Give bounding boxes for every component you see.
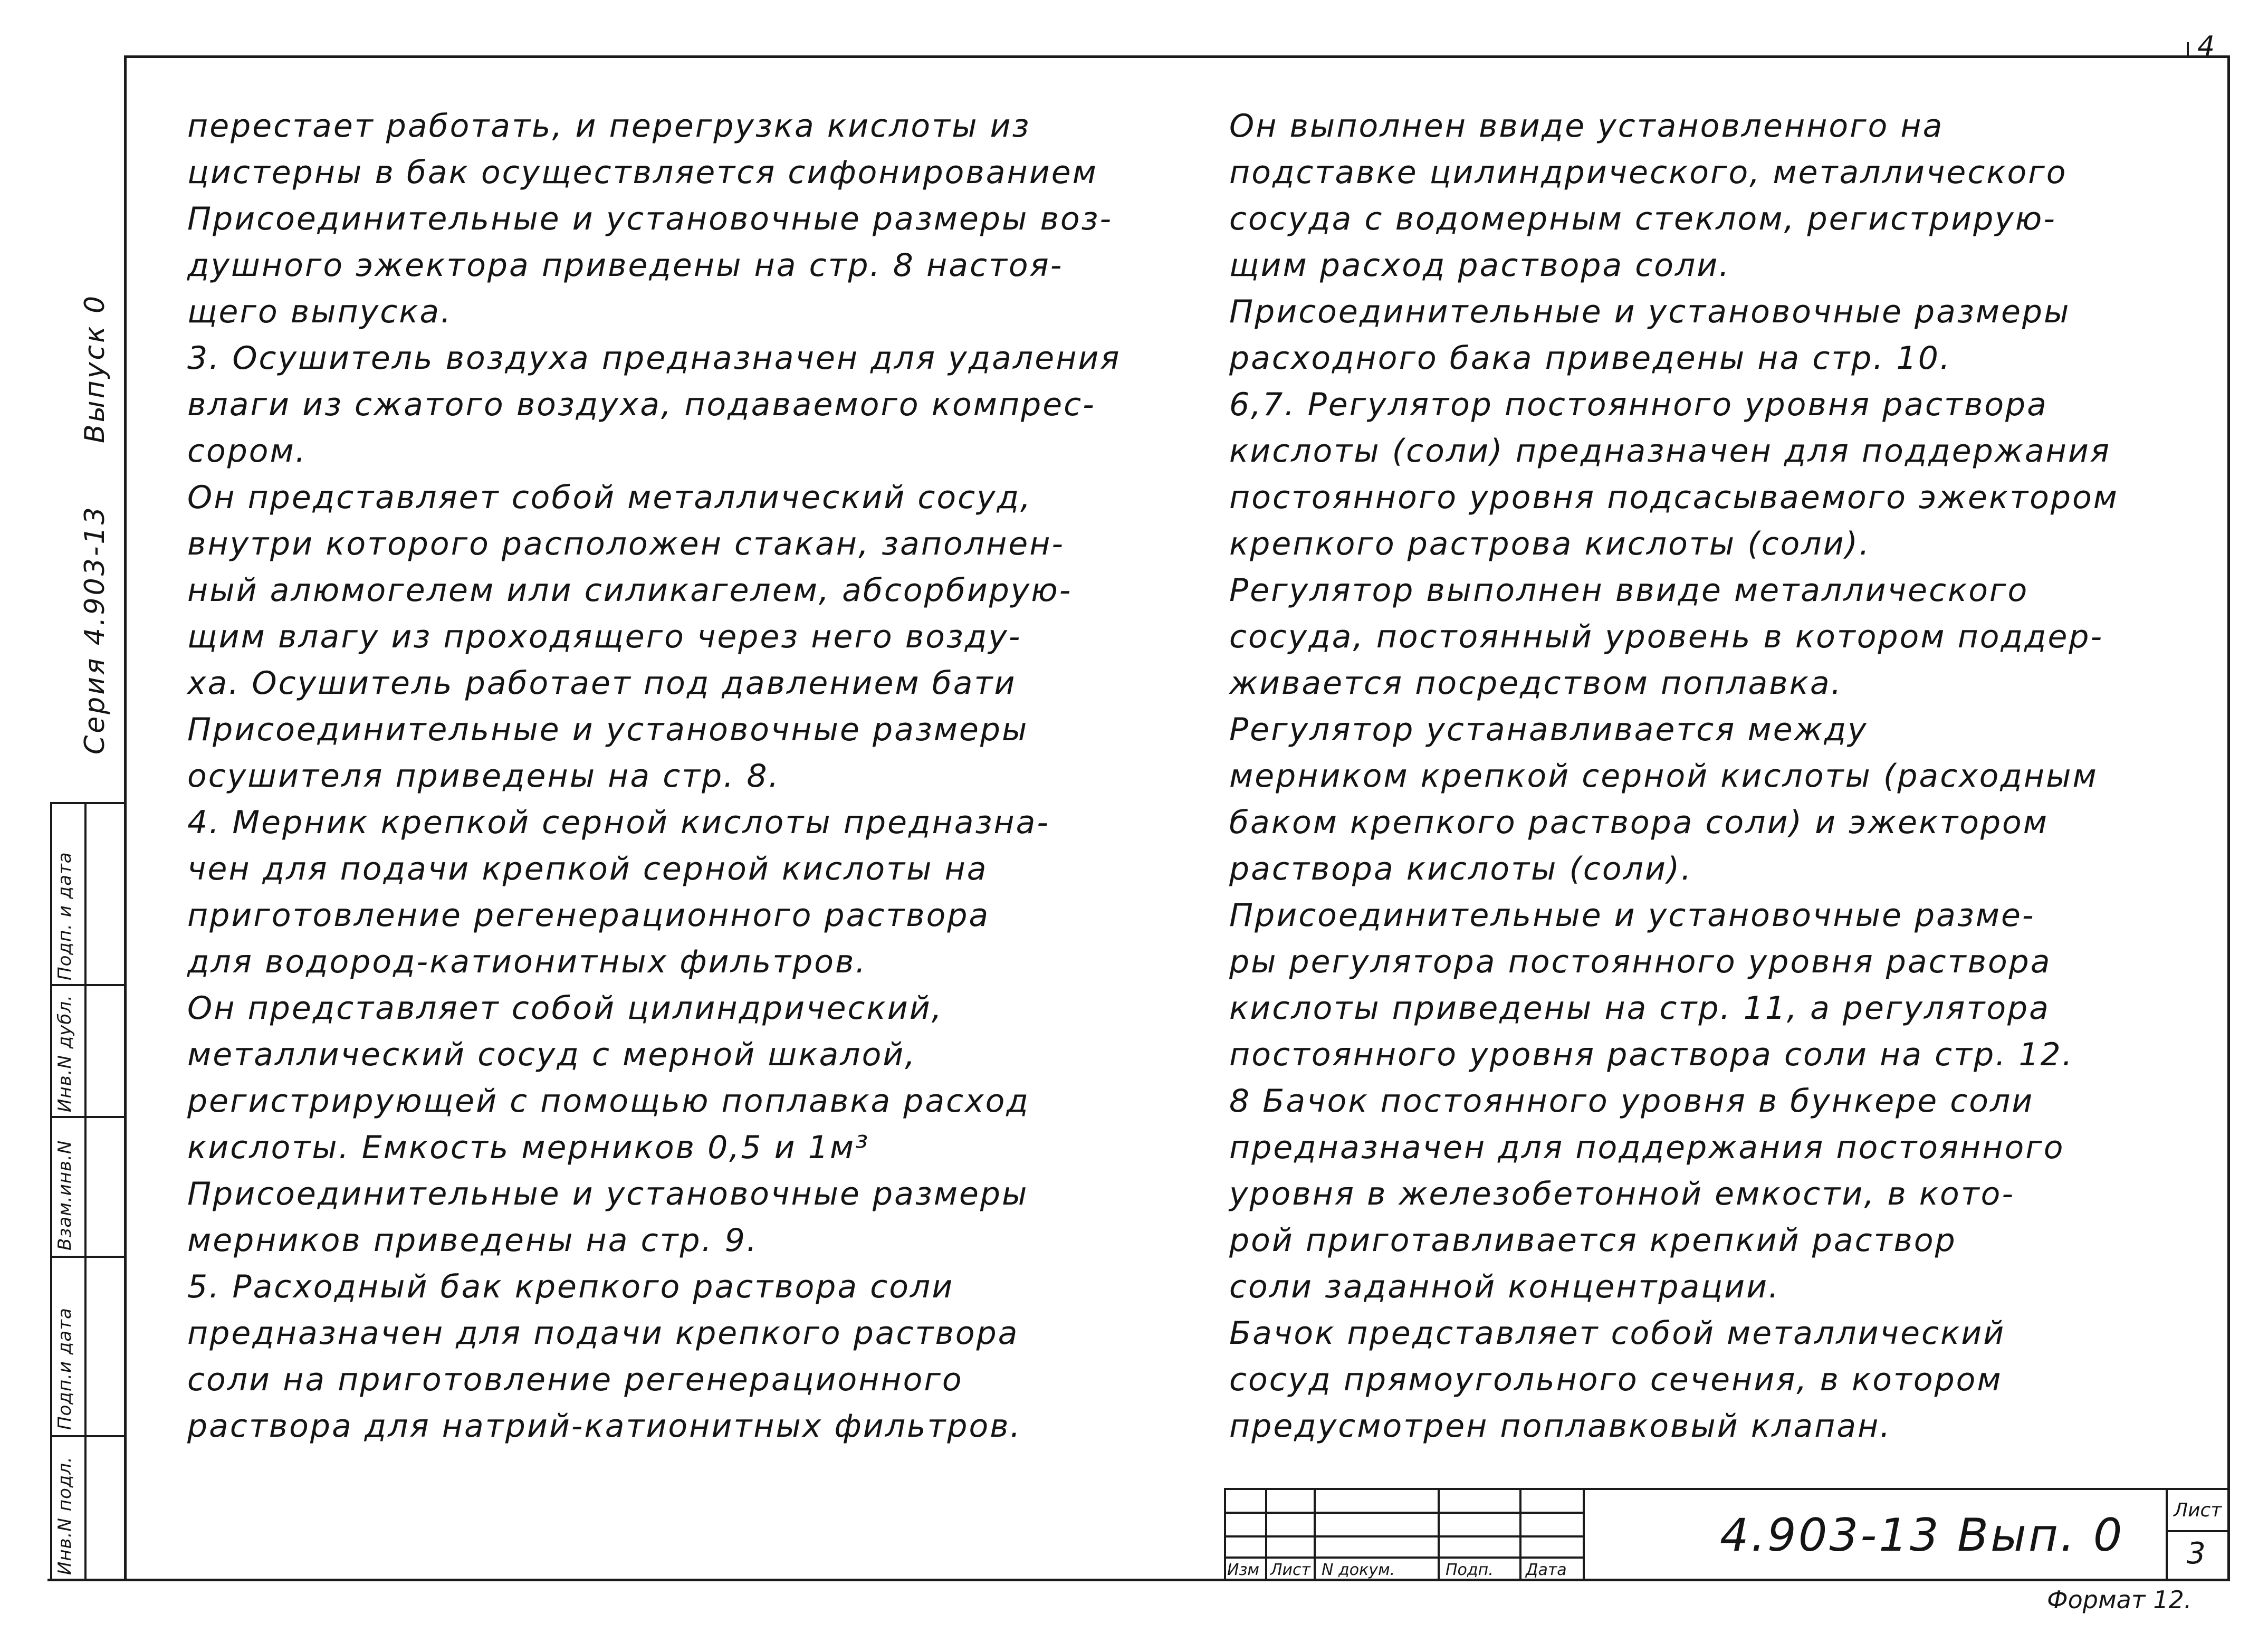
- page-number-tick: [2187, 42, 2189, 57]
- right-line: Он выполнен ввиде установленного на: [1229, 108, 1944, 145]
- right-line: 8 Бачок постоянного уровня в бункере соли: [1229, 1083, 2034, 1120]
- right-line: раствора кислоты (соли).: [1229, 851, 1693, 887]
- stamp-inv-dubl: Инв.N дубл.: [54, 995, 75, 1112]
- right-line: 6,7. Регулятор постоянного уровня раствора: [1229, 386, 2048, 423]
- right-line: постоянного уровня подсасываемого эжектором: [1229, 479, 2119, 516]
- left-line: 3. Осушитель воздуха предназначен для удаления: [187, 340, 1121, 377]
- left-line: Он представляет собой цилиндрический,: [187, 990, 943, 1027]
- left-line: кислоты. Емкость мерников 0,5 и 1м³: [187, 1129, 870, 1166]
- right-line: Регулятор выполнен ввиде металлического: [1229, 572, 2029, 609]
- left-line: соли на приготовление регенерационного: [187, 1361, 963, 1398]
- left-line: приготовление регенерационного раствора: [187, 897, 990, 934]
- right-line: мерником крепкой серной кислоты (расходным: [1229, 758, 2098, 795]
- right-line: подставке цилиндрического, металлического: [1229, 154, 2068, 191]
- right-line: щим расход раствора соли.: [1229, 247, 1731, 284]
- left-line: щим влагу из проходящего через него возду-: [187, 618, 1022, 655]
- page-number: 4: [2197, 31, 2215, 62]
- left-line: 5. Расходный бак крепкого раствора соли: [187, 1268, 954, 1305]
- frame-top: [124, 55, 2230, 58]
- left-line: мерников приведены на стр. 9.: [187, 1222, 759, 1259]
- side-label-series: Серия 4.903-13: [79, 505, 111, 755]
- right-line: Бачок представляет собой металлический: [1229, 1315, 2006, 1352]
- left-line: чен для подачи крепкой серной кислоты на: [187, 851, 988, 887]
- right-line: предусмотрен поплавковый клапан.: [1229, 1408, 1892, 1445]
- frame-right: [2227, 55, 2230, 1581]
- left-line: осушителя приведены на стр. 8.: [187, 758, 780, 795]
- frame-left: [124, 55, 127, 1581]
- left-line: металлический сосуд с мерной шкалой,: [187, 1036, 917, 1073]
- left-line: Он представляет собой металлический сосуд,: [187, 479, 1032, 516]
- left-line: Присоединительные и установочные размеры воз-: [187, 200, 1113, 237]
- right-line: сосуд прямоугольного сечения, в котором: [1229, 1361, 2003, 1398]
- right-line: Присоединительные и установочные разме-: [1229, 897, 2035, 934]
- title-block: [1224, 1488, 2230, 1581]
- stamp-column: [50, 802, 124, 1579]
- left-line: для водород-катионитных фильтров.: [187, 943, 867, 980]
- tb-designation: 4.903-13 Вып. 0: [1720, 1509, 2125, 1562]
- right-line: Присоединительные и установочные размеры: [1229, 293, 2071, 330]
- right-line: соли заданной концентрации.: [1229, 1268, 1781, 1305]
- right-line: кислоты (соли) предназначен для поддержания: [1229, 433, 2111, 470]
- right-column: [1229, 103, 2119, 1449]
- right-line: баком крепкого раствора соли) и эжектором: [1229, 804, 2049, 841]
- left-line: сором.: [187, 433, 307, 470]
- right-line: постоянного уровня раствора соли на стр. 12.: [1229, 1036, 2074, 1073]
- tb-col-podp: Подп.: [1446, 1561, 1494, 1579]
- left-line: внутри которого расположен стакан, заполнен-: [187, 526, 1065, 562]
- tb-sheet-label: Лист: [2174, 1500, 2222, 1521]
- stamp-vzam-inv: Взам.инв.N: [54, 1140, 75, 1250]
- left-column: [187, 103, 1121, 1449]
- left-line: 4. Мерник крепкой серной кислоты предназна-: [187, 804, 1050, 841]
- left-line: регистрирующей с помощью поплавка расход: [187, 1083, 1030, 1120]
- left-line: ный алюмогелем или силикагелем, абсорбирую-: [187, 572, 1073, 609]
- right-line: сосуда, постоянный уровень в котором поддер-: [1229, 618, 2104, 655]
- left-line: ха. Осушитель работает под давлением бати: [187, 665, 1017, 702]
- right-line: сосуда с водомерным стеклом, регистрирую-: [1229, 200, 2056, 237]
- stamp-podp-data-2: Подп. и дата: [54, 852, 75, 980]
- tb-col-izm: Изм: [1227, 1561, 1260, 1579]
- right-line: рой приготавливается крепкий раствор: [1229, 1222, 1957, 1259]
- right-line: расходного бака приведены на стр. 10.: [1229, 340, 1951, 377]
- right-line: крепкого растрова кислоты (соли).: [1229, 526, 1871, 562]
- stamp-podp-data-1: Подп.и дата: [54, 1307, 75, 1430]
- left-line: щего выпуска.: [187, 293, 453, 330]
- tb-col-data: Дата: [1526, 1561, 1567, 1579]
- right-line: уровня в железобетонной емкости, в кото-: [1229, 1176, 2015, 1212]
- left-line: Присоединительные и установочные размеры: [187, 711, 1029, 748]
- side-label-issue: Выпуск 0: [79, 293, 111, 443]
- right-line: живается посредством поплавка.: [1229, 665, 1843, 702]
- tb-col-ndokum: N докум.: [1322, 1561, 1395, 1579]
- tb-sheet-number: 3: [2187, 1536, 2206, 1571]
- left-line: Присоединительные и установочные размеры: [187, 1176, 1029, 1212]
- left-line: перестает работать, и перегрузка кислоты из: [187, 108, 1031, 145]
- left-line: раствора для натрий-катионитных фильтров.: [187, 1408, 1022, 1445]
- right-line: кислоты приведены на стр. 11, а регулятора: [1229, 990, 2050, 1027]
- left-line: предназначен для подачи крепкого раствора: [187, 1315, 1019, 1352]
- left-line: душного эжектора приведены на стр. 8 настоя-: [187, 247, 1064, 284]
- left-line: цистерны в бак осуществляется сифонированием: [187, 154, 1098, 191]
- tb-col-list: Лист: [1270, 1561, 1311, 1579]
- stamp-inv-podl: Инв.N подл.: [54, 1456, 75, 1575]
- right-line: предназначен для поддержания постоянного: [1229, 1129, 2065, 1166]
- left-line: влаги из сжатого воздуха, подаваемого компрес-: [187, 386, 1096, 423]
- right-line: ры регулятора постоянного уровня раствора: [1229, 943, 2052, 980]
- right-line: Регулятор устанавливается между: [1229, 711, 1868, 748]
- format-label: Формат 12.: [2047, 1586, 2192, 1614]
